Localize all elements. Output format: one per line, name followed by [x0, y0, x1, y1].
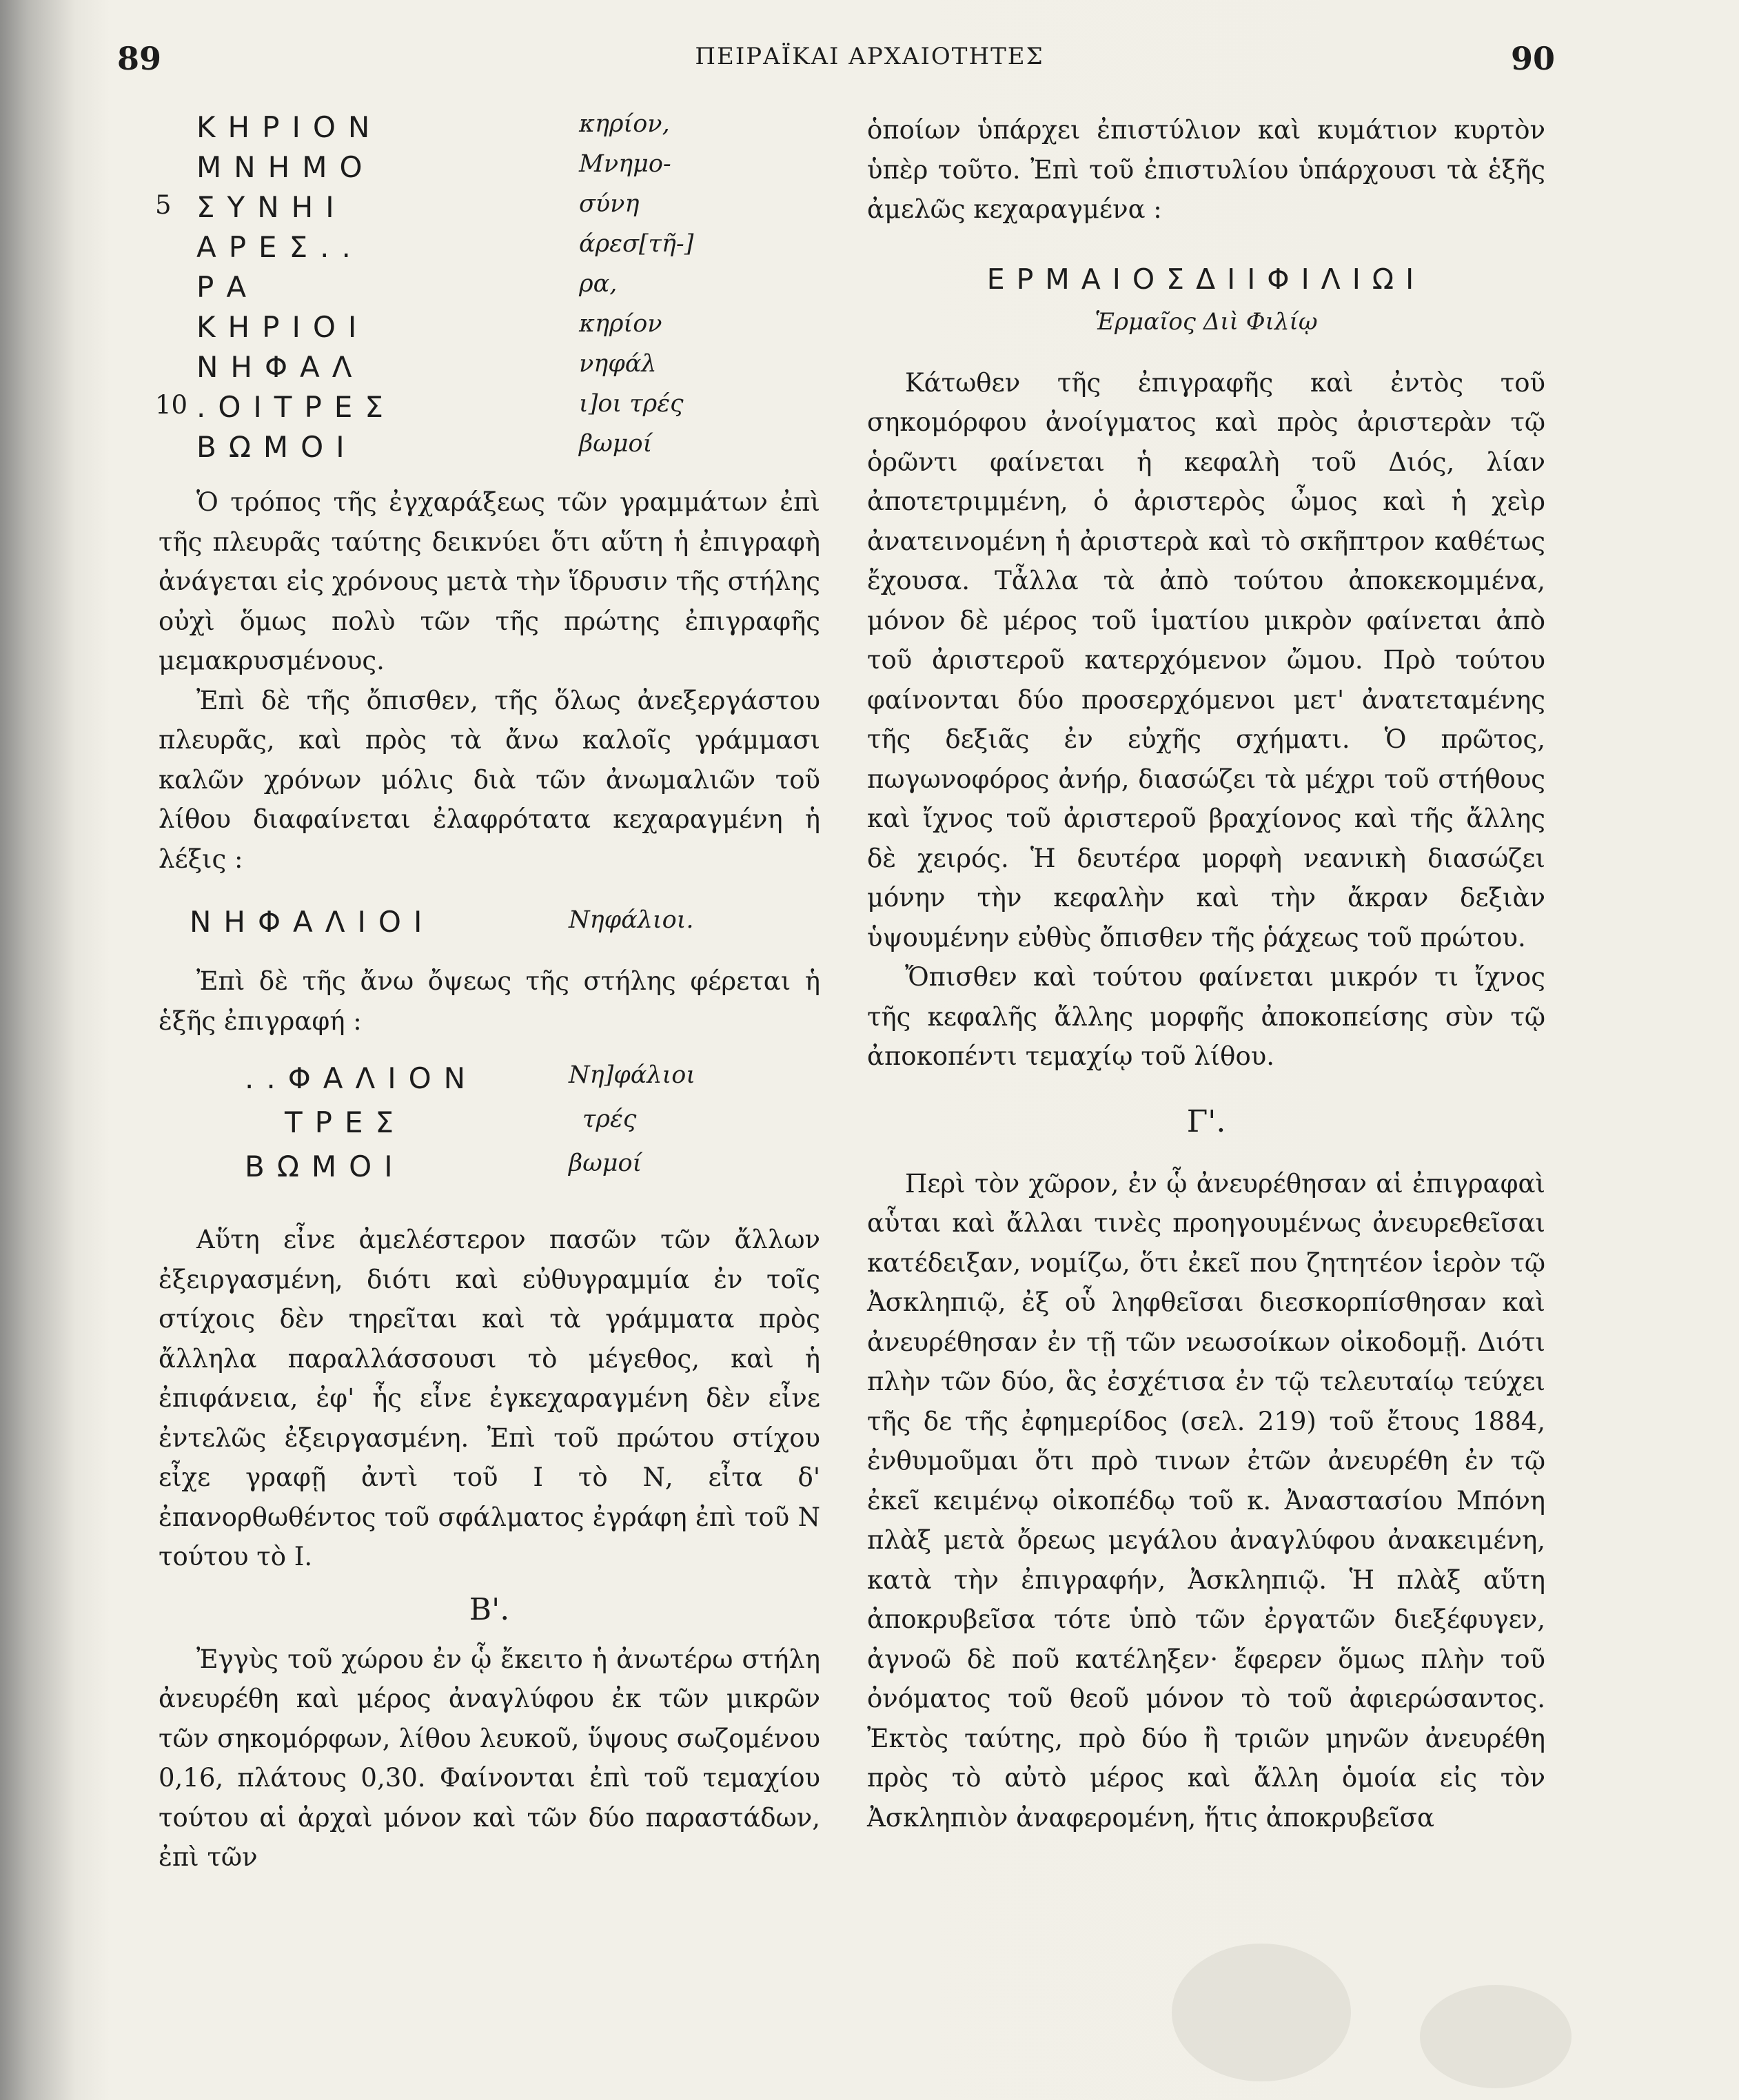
- inscription-text: ΤΡΕΣ: [285, 1105, 407, 1139]
- paragraph: Αὕτη εἶνε ἀμελέστερον πασῶν τῶν ἄλλων ἐξειργασμένη, διότι καὶ εὐθυγραμμία ἐν τοῖς στίχοις δὲν τηρεῖται καὶ τὰ γράμματα πρὸς ἄλληλα παραλλάσσουσι τὸ μέγεθος, καὶ ἡ ἐπιφάνεια, ἐφ' ἧς εἶνε ἐγκεχαραγμένη δὲν εἶνε ἐντελῶς ἐξειργασμένη. Ἐπὶ τοῦ πρώτου στίχου εἶχε γραφῇ ἀντὶ τοῦ Ι τὸ Ν, εἶτα δ' ἐπανορθωθέντος τοῦ σφάλματος ἐγράφη ἐπὶ τοῦ Ν τούτου τὸ Ι.: [159, 1225, 820, 1571]
- inscription-line: [155, 190, 820, 227]
- inscription-text: ΣΥΝΗΙ: [196, 190, 347, 224]
- paragraph: ὁποίων ὑπάρχει ἐπιστύλιον καὶ κυμάτιον κυρτὸν ὑπὲρ τοῦτο. Ἐπὶ τοῦ ἐπιστυλίου ὑπάρχουσι τὰ ἑξῆς ἀμελῶς κεχαραγμένα :: [867, 115, 1545, 224]
- inscription-line: [159, 150, 820, 187]
- inscription-line: [159, 350, 820, 387]
- inscription-text: ΑΡΕΣ..: [196, 230, 363, 264]
- inscription-line: [159, 230, 820, 267]
- paper-stain: [1420, 1985, 1572, 2088]
- inscription-line: [155, 390, 820, 427]
- running-title: ΠΕΙΡΑΪΚΑΙ ΑΡΧΑΙΟΤΗΤΕΣ: [695, 43, 1044, 70]
- transcription: Ἑρμαῖος Διὶ Φιλίῳ: [1095, 307, 1318, 336]
- transcription: Νη]φάλιοι: [569, 1061, 696, 1089]
- inscription-text: ΝΗΦΑΛΙΟΙ: [190, 905, 435, 939]
- inscription-text: ΕΡΜΑΙΟΣΔΙΙΦΙΛΙΩΙ: [986, 262, 1426, 296]
- inscription-line: [159, 310, 820, 347]
- inscription-line: [159, 1150, 820, 1191]
- running-header: [0, 28, 1739, 90]
- paragraph: Ὄπισθεν καὶ τούτου φαίνεται μικρόν τι ἴχνος τῆς κεφαλῆς ἄλλης μορφῆς ἀποκοπείσης σὺν τῷ ἀποκοπέντι τεμαχίῳ τοῦ λίθου.: [867, 962, 1545, 1071]
- line-number: 10: [155, 390, 188, 420]
- transcription: Νηφάλιοι.: [569, 906, 694, 934]
- inscription-line: [159, 430, 820, 467]
- transcription: κηρίον: [579, 310, 662, 338]
- left-page-number: 89: [117, 40, 162, 77]
- transcription: τρές: [582, 1105, 637, 1133]
- inscription-text: ..ΦΑΛΙΟΝ: [245, 1061, 478, 1095]
- inscription-text: .ΟΙΤΡΕΣ: [196, 390, 396, 424]
- inscription-text: ΚΗΡΙΟΙ: [196, 310, 369, 344]
- inscription-text: ΜΝΗΜΟ: [196, 150, 375, 184]
- transcription: Μνημο-: [579, 150, 671, 178]
- transcription: κηρίον,: [579, 110, 670, 138]
- inscription-line: [159, 1105, 820, 1147]
- paragraph: Κάτωθεν τῆς ἐπιγραφῆς καὶ ἐντὸς τοῦ σηκομόρφου ἀνοίγματος καὶ πρὸς ἀριστερὰν τῷ ὁρῶντι φαίνεται ἡ κεφαλὴ τοῦ Διός, λίαν ἀποτετριμμένη, ὁ ἀριστερὸς ὦμος καὶ ἡ χεὶρ ἀνατεινομένη ἡ ἀριστερὰ καὶ τὸ σκῆπτρον καθέτως ἔχουσα. Τἆλλα τὰ ἀπὸ τούτου ἀποκεκομμένα, μόνον δὲ μέρος τοῦ ἱματίου μικρὸν φαίνεται ἀπὸ τοῦ ἀριστεροῦ κατερχόμενον ὤμου. Πρὸ τούτου φαίνονται δύο προσερχόμενοι μετ' ἀνατεταμένης τῆς δεξιᾶς ἐν εὐχῆς σχήματι. Ὁ πρῶτος, πωγωνοφόρος ἀνήρ, διασώζει τὰ μέχρι τοῦ στήθους καὶ ἴχνος τοῦ ἀριστεροῦ βραχίονος καὶ τῆς ἄλλης δὲ χειρός. Ἡ δευτέρα μορφὴ νεανικὴ διασώζει μόνην τὴν κεφαλὴν καὶ τὴν ἄκραν δεξιὰν ὑψουμένην εὐθὺς ὄπισθεν τῆς ῥάχεως τοῦ πρώτου.: [867, 367, 1545, 952]
- inscription-line: [159, 270, 820, 307]
- transcription: άρεσ[τῆ-]: [579, 230, 694, 258]
- line-number: 5: [155, 190, 172, 220]
- transcription: βωμοί: [579, 430, 653, 458]
- transcription: νηφάλ: [579, 350, 657, 378]
- right-page-number: 90: [1511, 40, 1556, 77]
- inscription-text: ΝΗΦΑΛ: [196, 350, 365, 384]
- paper-stain: [1172, 1944, 1351, 2081]
- inscription-line: [159, 1061, 820, 1103]
- top-face-inscription: [159, 1061, 820, 1220]
- transcription: βωμοί: [569, 1150, 642, 1177]
- paragraph: Ἐπὶ δὲ τῆς ὄπισθεν, τῆς ὅλως ἀνεξεργάστου πλευρᾶς, καὶ πρὸς τὰ ἄνω καλοῖς γράμμασι καλῶν χρόνων μόλις διὰ τῶν ἀνωμαλιῶν τοῦ λίθου διαφαίνεται ἐλαφρότατα κεχαραγμένη ἡ λέξις :: [159, 685, 820, 874]
- single-word-inscription: [159, 879, 820, 961]
- right-column: [867, 110, 1545, 1837]
- section-heading: Γ'.: [1186, 1103, 1226, 1139]
- inscription-block: [155, 110, 820, 482]
- inscription-text: ΒΩΜΟΙ: [196, 430, 357, 464]
- left-column: [155, 110, 820, 1877]
- transcription: ρα,: [579, 270, 618, 298]
- paragraph: Ὁ τρόπος τῆς ἐγχαράξεως τῶν γραμμάτων ἐπὶ τῆς πλευρᾶς ταύτης δεικνύει ὅτι αὕτη ἡ ἐπιγραφὴ ἀνάγεται εἰς χρόνους μετὰ τὴν ἵδρυσιν τῆς στήλης οὐχὶ ὅμως πολὺ τῶν τῆς πρώτης ἐπιγραφῆς μεμακρυσμένους.: [159, 487, 820, 675]
- inscription-text: ΒΩΜΟΙ: [245, 1150, 405, 1183]
- inscription-text: ΚΗΡΙΟΝ: [196, 110, 383, 144]
- paragraph: Ἐπὶ δὲ τῆς ἄνω ὄψεως τῆς στήλης φέρεται ἡ ἑξῆς ἐπιγραφή :: [159, 966, 820, 1036]
- transcription: ι]οι τρές: [579, 390, 684, 418]
- paragraph: Περὶ τὸν χῶρον, ἐν ᾧ ἀνευρέθησαν αἱ ἐπιγραφαὶ αὗται καὶ ἄλλαι τινὲς προηγουμένως ἀνευρεθεῖσαι κατέδειξαν, νομίζω, ὅτι ἐκεῖ που ζητητέον ἱερὸν τῷ Ἀσκληπιῷ, ἐξ οὗ ληφθεῖσαι διεσκορπίσθησαν καὶ ἀνευρέθησαν ἐν τῇ τῶν νεωσοίκων οἰκοδομῇ. Διότι πλὴν τῶν δύο, ἃς ἐσχέτισα ἐν τῷ τελευταίῳ τεύχει τῆς δε τῆς ἐφημερίδος (σελ. 219) τοῦ ἔτους 1884, ἐνθυμοῦμαι ὅτι πρὸ τινων ἐτῶν ἀνευρέθη ἐν τῷ ἐκεῖ κειμένῳ οἰκοπέδῳ τοῦ κ. Ἀναστασίου Μπόνη πλὰξ μετὰ ὄρεως μεγάλου ἀναγλύφου ἀνακειμένη, κατὰ τὴν ἐπιγραφήν, Ἀσκληπιῷ. Ἡ πλὰξ αὕτη ἀποκρυβεῖσα τότε ὑπὸ τῶν ἐργατῶν διεξέφυγεν, ἀγνοῶ δὲ ποῦ κατέληξεν· ἔφερεν ὅμως πλὴν τοῦ ὀνόματος τοῦ θεοῦ μόνον τὸ τοῦ ἀφιερώσαντος. Ἐκτὸς ταύτης, πρὸ δύο ἢ τριῶν μηνῶν ἀνευρέθη πρὸς τὸ αὐτὸ μέρος καὶ ἄλλη ὁμοία εἰς τὸν Ἀσκληπιὸν ἀναφερομένη, ἥτις ἀποκρυβεῖσα: [867, 1168, 1545, 1833]
- inscription-text: ΡΑ: [196, 270, 259, 304]
- inscription-line: [159, 110, 820, 147]
- transcription: σύνη: [579, 190, 640, 218]
- section-heading: Β'.: [469, 1591, 510, 1627]
- paragraph: Ἐγγὺς τοῦ χώρου ἐν ᾧ ἔκειτο ἡ ἀνωτέρω στήλη ἀνευρέθη καὶ μέρος ἀναγλύφου ἐκ τῶν μικρῶν τῶν σηκομόρφων, λίθου λευκοῦ, ὕψους σωζομένου 0,16, πλάτους 0,30. Φαίνονται ἐπὶ τοῦ τεμαχίου τούτου αἱ ἀρχαὶ μόνον καὶ τῶν δύο παραστάδων, ἐπὶ τῶν: [159, 1644, 820, 1872]
